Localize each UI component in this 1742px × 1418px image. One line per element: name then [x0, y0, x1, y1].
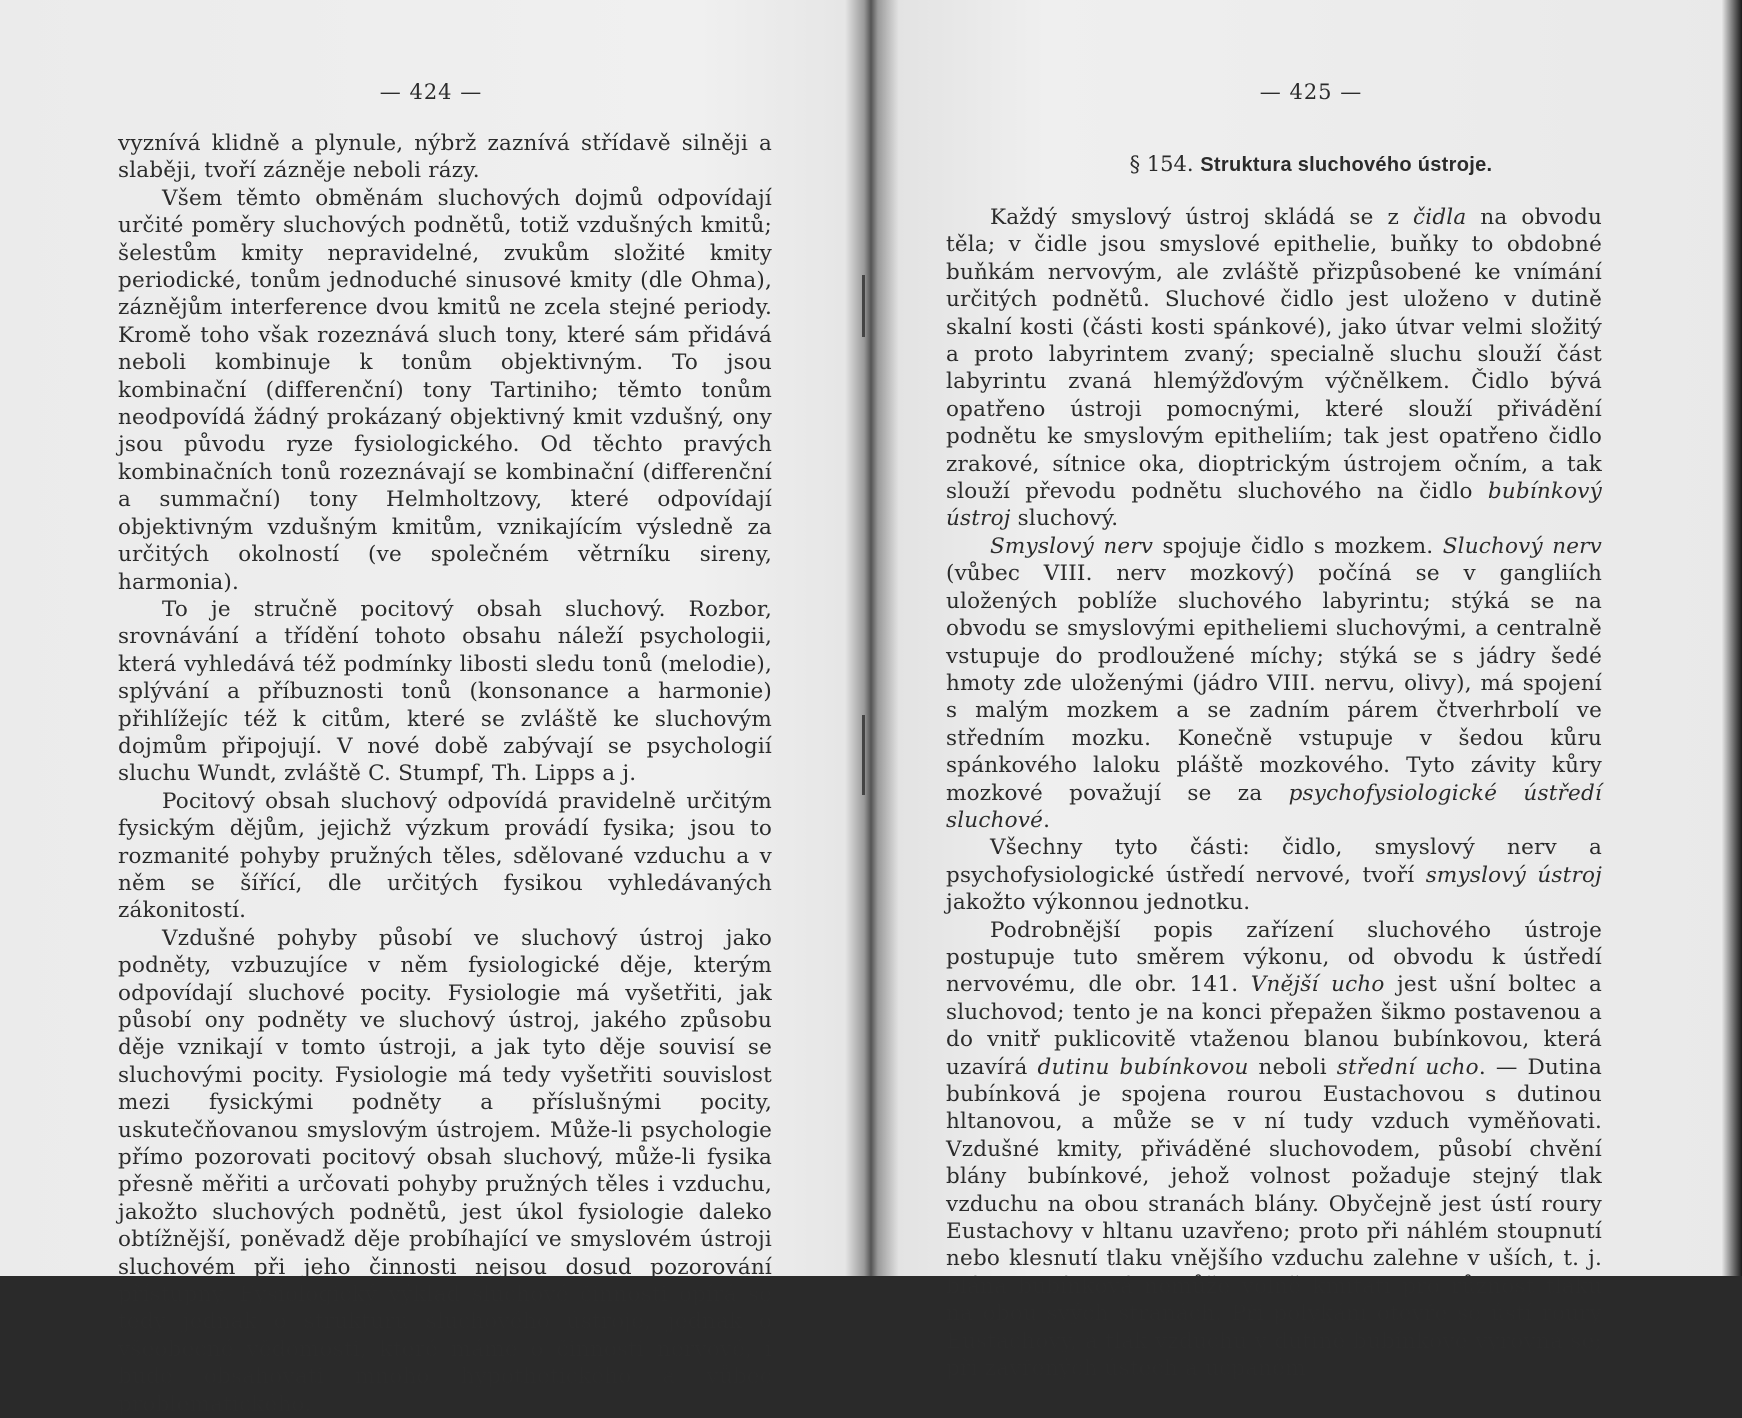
paragraph: Všechny tyto části: čidlo, smyslový nerv a psychofysiologické ústředí nervové, tvoří smyslový ústroj jakožto výkonnou jednotku.: [946, 835, 1602, 916]
emphasis: Vnější ucho: [1250, 972, 1385, 998]
right-page-body: [946, 204, 1602, 1382]
paragraph: Podrobnější popis zařízení sluchového ústroje postupuje tuto směrem výkonu, od obvodu k ústředí nervovému, dle obr. 141. Vnější ucho jest ušní boltec a sluchovod; tento je na konci přepažen šikmo postavenou a do vnitř puklicovitě vtaženou blanou bubínkovou, která uzavírá dutinu bubínkovou neboli střední ucho. — Dutina bubínková je spojena rourou Eustachovou s dutinou hltanovou, a může se v ní tudy vzduch vyměňovati. Vzdušné kmity, přiváděné sluchovodem, působí chvění blány bubínkové, jehož volnost požaduje stejný tlak vzduchu na obou stranách blány. Obyčejně jest ústí roury Eustachovy v hltanu uzavřeno; proto při náhlém stoupnutí nebo klesnutí tlaku vnějšího vzduchu zalehne v uších, t. j. blána bubínková nemůže volně kmitati pro různost tlaku na obou svých stranách. Při polykání otevře se ústí roury Eustachovy, a tlak vzduchu v dutině bubínkové vyrovná se; při zavřených ústech a ucpaném: [946, 917, 1603, 1382]
right-page: [880, 0, 1742, 1382]
paragraph: To je stručně pocitový obsah sluchový. Rozbor, srovnávání a třídění tohoto obsahu náleží psychologii, která vyhledává též podmínky libosti sledu tonů (melodie), splývání a příbuznosti tonů (konsonance a harmonie) přihlížejíc též k citům, které se zvláště ke sluchovým dojmům připojují. V nové době zabývají se psychologií sluchu Wundt, zvláště C. Stumpf, Th. Lipps a j.: [118, 596, 772, 787]
section-mark: § 154.: [1129, 152, 1194, 176]
paragraph: Každý smyslový ústroj skládá se z čidla na obvodu těla; v čidle jsou smyslové epithelie, buňky to obdobné buňkám nervovým, ale zvláště přizpůsobené ke vnímání určitých podnětů. Sluchové čidlo jest uloženo v dutině skalní kosti (části kosti spánkové), jako útvar velmi složitý a proto labyrintem zvaný; specialně sluchu slouží část labyrintu zvaná hlemýžďovým výčnělkem. Čidlo bývá opatřeno ústroji pomocnými, které slouží přivádění podnětu ke smyslovým epitheliím; tak jest opatřeno čidlo zrakové, sítnice oka, dioptrickým ústrojem očním, a tak slouží převodu podnětu sluchového na čidlo bubínkový ústroj sluchový.: [946, 205, 1602, 532]
paragraph: Pocitový obsah sluchový odpovídá pravidelně určitým fysickým dějům, jejichž výzkum provádí fysika; jsou to rozmanité pohyby pružných těles, sdělované vzduchu a v něm se šířící, dle určitých fysikou vyhledávaných zákonitostí.: [118, 788, 772, 924]
emphasis: smyslový ústroj: [1425, 862, 1602, 888]
paragraph: vyznívá klidně a plynule, nýbrž zaznívá střídavě silněji a slaběji, tvoří zázněje neboli rázy.: [118, 131, 772, 184]
margin-mark: [862, 275, 865, 337]
paragraph: Všem těmto obměnám sluchových dojmů odpovídají určité poměry sluchových podnětů, totiž vzdušných kmitů; šelestům kmity nepravidelné, zvukům složité kmity periodické, tonům jednoduché sinusové kmity (dle Ohma), záznějům interference dvou kmitů ne zcela stejné periody. Kromě toho však rozeznává sluch tony, které sám přidává neboli kombinuje k tonům objektivným. To jsou kombinační (differenční) tony Tartiniho; těmto tonům neodpovídá žádný prokázaný objektivný kmit vzdušný, ony jsou původu ryze fysiologického. Od těchto pravých kombinačních tonů rozeznávají se kombinační (differenční a summační) tony Helmholtzovy, které odpovídají objektivným vzdušným kmitům, vznikajícím výsledně za určitých okolností (ve společném větrníku sireny, harmonia).: [118, 185, 772, 595]
page-number-left: — 424 —: [379, 80, 483, 104]
paragraph: Vzdušné pohyby působí ve sluchový ústroj jako podněty, vzbuzujíce v něm fysiologické děje, kterým odpovídají sluchové pocity. Fysiologie má vyšetřiti, jak působí ony podněty ve sluchový ústroj, jakého způsobu děje vznikají v tomto ústroji, a jak tyto děje souvisí se sluchovými pocity. Fysiologie má tedy vyšetřiti souvislost mezi fysickými podněty a příslušnými pocity, uskutečňovanou smyslovým ústrojem. Může-li psychologie přímo pozorovati pocitový obsah sluchový, může-li fysika přesně měřiti a určovati pohyby pružných těles i vzduchu, jakožto sluchových podnětů, jest úkol fysiologie daleko obtížnější, poněvadž děje probíhající ve smyslovém ústroji sluchovém při jeho činnosti nejsou dosud pozorování přístupny. Fysiologický výklad sluchové činnosti opírá se tedy jednak o strukturu sluchového ústroje, jednak o všeobecné vědomosti, které máme o činnosti nervové, i bude obsahovati mnoho hypothetického a vůbec problematického.: [118, 925, 772, 1417]
emphasis: střední ucho: [1336, 1054, 1479, 1080]
left-page: [0, 0, 862, 1417]
emphasis: psychofysiologické ústředí sluchové: [946, 780, 1602, 833]
emphasis: Smyslový nerv: [990, 533, 1154, 559]
page-number-right: — 425 —: [1259, 80, 1363, 104]
section-heading: [880, 152, 1742, 177]
section-title: Struktura sluchového ústroje.: [1200, 154, 1493, 176]
paragraph: Smyslový nerv spojuje čidlo s mozkem. Sluchový nerv (vůbec VIII. nerv mozkový) počíná se v gangliích uložených poblíže sluchového labyrintu; stýká se na obvodu se smyslovými epitheliemi sluchovými, a centralně vstupuje do prodloužené míchy; stýká se s jádry šedé hmoty zde uloženými (jádro VIII. nervu, olivy), má spojení s malým mozkem a se zadním párem čtverhrbolí ve středním mozku. Konečně vstupuje v šedou kůru spánkového laloku pláště mozkového. Tyto závity kůry mozkové považují se za psychofysiologické ústředí sluchové.: [946, 533, 1603, 833]
left-page-body: [118, 130, 772, 1418]
emphasis: čidla: [1413, 205, 1467, 230]
emphasis: dutinu bubínkovou: [1037, 1054, 1249, 1080]
page-edge-shadow: [1722, 0, 1742, 1276]
margin-mark: [862, 715, 865, 795]
emphasis: bubínkový ústroj: [946, 479, 1602, 532]
emphasis: Sluchový nerv: [1442, 533, 1603, 559]
